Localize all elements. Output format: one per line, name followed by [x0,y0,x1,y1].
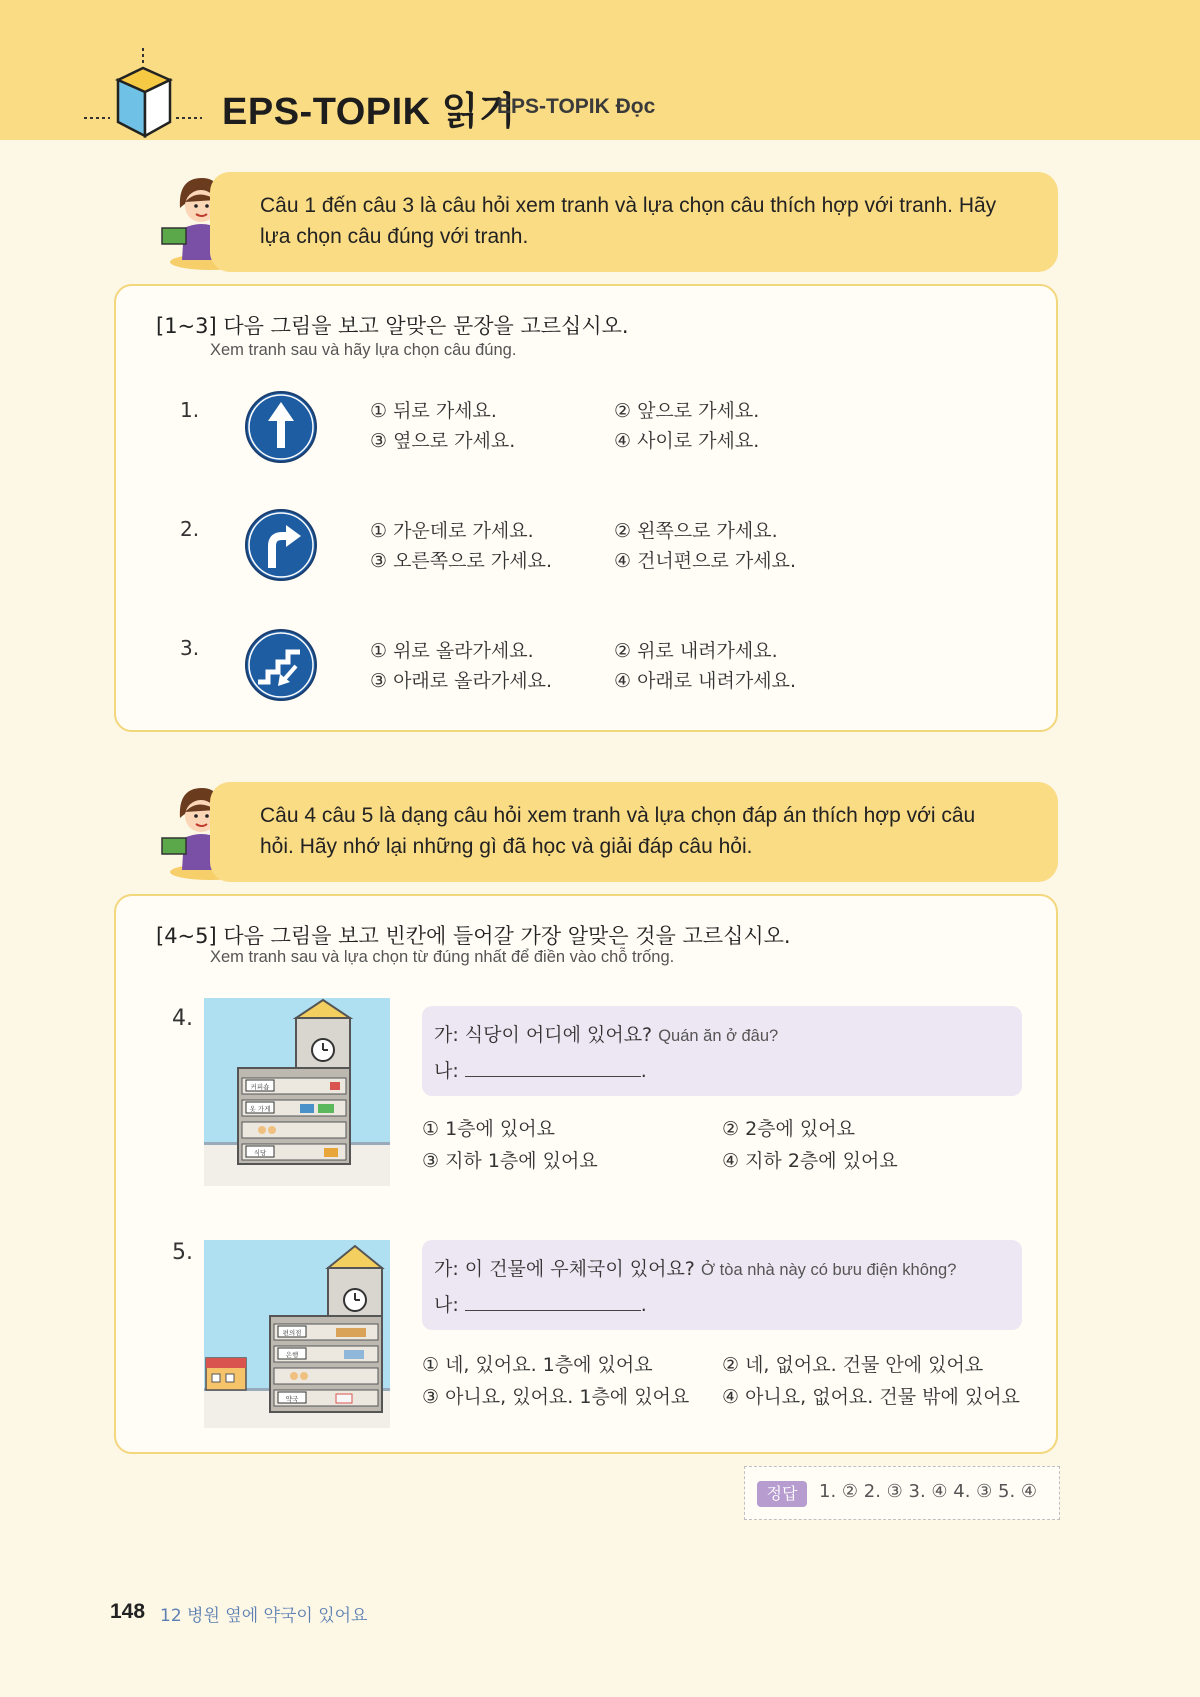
q5-option-4[interactable]: ④ 아니요, 없어요. 건물 밖에 있어요 [722,1386,1020,1408]
page-number: 148 [110,1600,146,1623]
page-subtitle: EPS-TOPIK Đọc [497,95,656,118]
turn-right-sign-icon [244,508,318,582]
instruction-4-5: [4~5] 다음 그림을 보고 빈칸에 들어갈 가장 알맞은 것을 고르십시오. [156,924,791,948]
question-number-4: 4. [172,1006,193,1031]
bubble-1-line-2: lựa chọn câu đúng với tranh. [260,225,529,248]
q2-option-4[interactable]: ④ 건너편으로 가세요. [614,550,796,572]
floor-label: 편의점 [282,1329,302,1337]
stairs-down-sign-icon [244,628,318,702]
q4-option-4[interactable]: ④ 지하 2층에 있어요 [722,1150,898,1172]
answer-blank[interactable] [465,1293,641,1311]
question-number-3: 3. [180,636,200,660]
instruction-1-3-vi: Xem tranh sau và hãy lựa chọn câu đúng. [210,341,517,359]
instruction-bubble-2 [210,782,1058,882]
questions-4-5-box [114,894,1058,1454]
floor-label: 커피숍 [250,1083,270,1091]
question-number-2: 2. [180,517,200,541]
cube-icon [84,48,204,144]
q2-option-1[interactable]: ① 가운데로 가세요. [370,520,534,542]
arrow-up-sign-icon [244,390,318,464]
q5-option-2[interactable]: ② 네, 없어요. 건물 안에 있어요 [722,1354,984,1376]
instruction-1-3: [1~3] 다음 그림을 보고 알맞은 문장을 고르십시오. [156,314,629,338]
q4-option-3[interactable]: ③ 지하 1층에 있어요 [422,1150,598,1172]
question-number-1: 1. [180,398,200,422]
q1-option-1[interactable]: ① 뒤로 가세요. [370,400,497,422]
floor-label: 은행 [285,1351,299,1359]
q5-option-1[interactable]: ① 네, 있어요. 1층에 있어요 [422,1354,653,1376]
question-number-5: 5. [172,1240,193,1265]
building-picture-q5 [204,1240,390,1428]
answer-badge: 정답 [757,1481,807,1507]
q4-option-1[interactable]: ① 1층에 있어요 [422,1118,555,1140]
answer-key [744,1466,1060,1520]
q1-option-3[interactable]: ③ 옆으로 가세요. [370,430,516,452]
dialog-question-q4: 가: 식당이 어디에 있어요? Quán ăn ở đâu? [434,1024,779,1046]
questions-1-3-box [114,284,1058,732]
q3-option-1[interactable]: ① 위로 올라가세요. [370,640,534,662]
dialog-answer-q4: 나: . [434,1060,647,1082]
floor-label: 약국 [285,1395,299,1403]
q1-option-2[interactable]: ② 앞으로 가세요. [614,400,760,422]
dialog-answer-q5: 나: . [434,1294,647,1316]
floor-label: 옷 가게 [249,1105,271,1113]
q1-option-4[interactable]: ④ 사이로 가세요. [614,430,760,452]
q3-option-2[interactable]: ② 위로 내려가세요. [614,640,778,662]
instruction-4-5-vi: Xem tranh sau và lựa chọn từ đúng nhất để điền vào chỗ trống. [210,948,675,966]
q3-option-3[interactable]: ③ 아래로 올라가세요. [370,670,552,692]
chapter-title: 12 병원 옆에 약국이 있어요 [160,1606,368,1626]
bubble-2-line-2: hỏi. Hãy nhớ lại những gì đã học và giải đáp câu hỏi. [260,835,753,858]
page-title: EPS-TOPIK 읽기 [222,91,517,133]
floor-label: 식당 [253,1149,267,1157]
building-picture-q4 [204,998,390,1186]
q2-option-2[interactable]: ② 왼쪽으로 가세요. [614,520,778,542]
q5-option-3[interactable]: ③ 아니요, 있어요. 1층에 있어요 [422,1386,690,1408]
answer-blank[interactable] [465,1059,641,1077]
dialog-box-q4 [422,1006,1022,1096]
dialog-question-q5: 가: 이 건물에 우체국이 있어요? Ở tòa nhà này có bưu điện không? [434,1258,957,1280]
bubble-1-line-1: Câu 1 đến câu 3 là câu hỏi xem tranh và lựa chọn câu thích hợp với tranh. Hãy [260,194,997,217]
q2-option-3[interactable]: ③ 오른쪽으로 가세요. [370,550,552,572]
answer-text: 1. ② 2. ③ 3. ④ 4. ③ 5. ④ [819,1481,1038,1502]
q3-option-4[interactable]: ④ 아래로 내려가세요. [614,670,796,692]
bubble-2-line-1: Câu 4 câu 5 là dạng câu hỏi xem tranh và lựa chọn đáp án thích hợp với câu [260,804,976,827]
q4-option-2[interactable]: ② 2층에 있어요 [722,1118,855,1140]
dialog-box-q5 [422,1240,1022,1330]
instruction-bubble-1 [210,172,1058,272]
